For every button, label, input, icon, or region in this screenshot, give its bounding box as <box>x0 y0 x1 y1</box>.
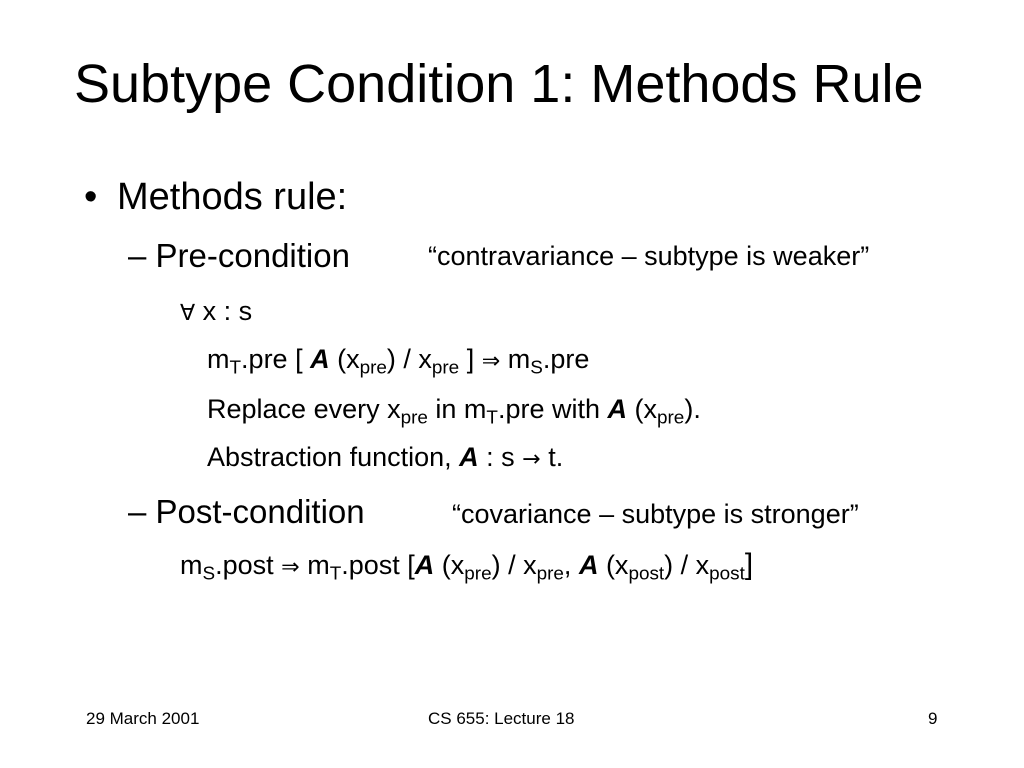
footer-course: CS 655: Lecture 18 <box>428 709 575 728</box>
pre-condition-label: – Pre-condition <box>128 237 350 274</box>
arrow-symbol: → <box>522 446 541 472</box>
bullet-symbol: • <box>84 176 98 218</box>
slide-title: Subtype Condition 1: Methods Rule <box>74 54 924 114</box>
footer-page-number: 9 <box>928 709 938 728</box>
methods-rule-heading: Methods rule: <box>117 176 348 218</box>
forall-text: x : s <box>202 296 253 326</box>
covariance-note: “covariance – subtype is stronger” <box>452 499 859 529</box>
abstraction-function-line: Abstraction function, A : s → t. <box>207 442 564 472</box>
post-condition-formula: $m_S.post$ ⇒ $m_T.post$ [A $(x_{pre}) / x_{pre}$, A $(x_{post}) / x_{post}$] <box>180 548 754 585</box>
footer-date: 29 March 2001 <box>86 709 200 728</box>
contravariance-note: “contravariance – subtype is weaker” <box>428 241 870 271</box>
forall-symbol: ∀ <box>180 300 196 326</box>
pre-condition-formula: $m_T.pre$ [ A $(x_{pre}) / x_{pre}$ ] ⇒ $m_S.pre$ <box>207 344 590 379</box>
replace-line: Replace every $x_{pre}$ in $m_T.pre$ with A $(x_{pre})$. <box>207 394 701 429</box>
implies-symbol: ⇒ <box>281 554 300 580</box>
post-condition-label: – Post-condition <box>128 493 365 530</box>
implies-symbol: ⇒ <box>481 348 501 374</box>
forall-line <box>180 295 252 329</box>
